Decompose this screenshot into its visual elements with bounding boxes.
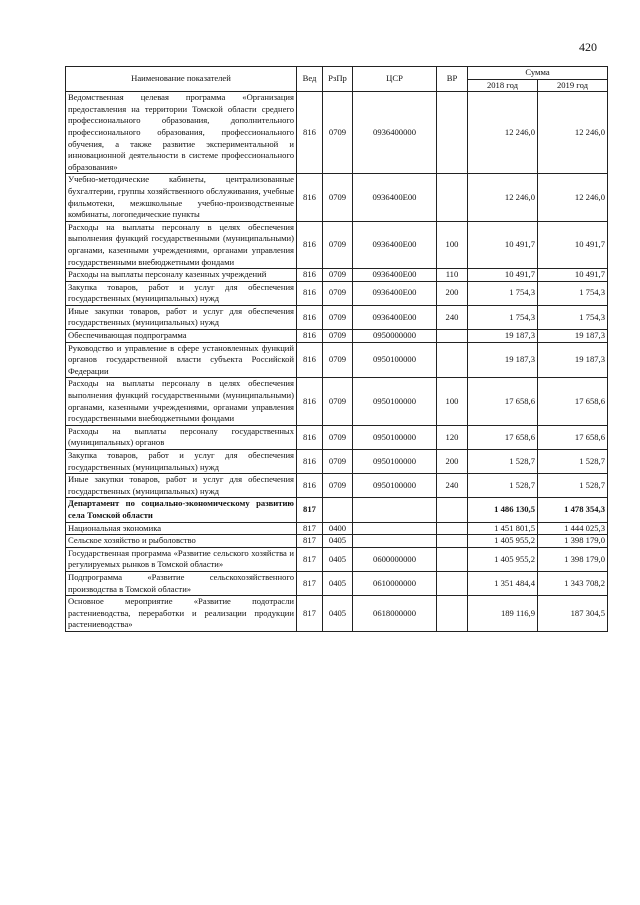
cell-csr: 0936400Е00 bbox=[353, 174, 437, 221]
cell-rzpr: 0400 bbox=[323, 522, 353, 535]
cell-vr bbox=[437, 174, 468, 221]
cell-y2019: 1 478 354,3 bbox=[538, 498, 608, 522]
cell-ved: 817 bbox=[297, 596, 323, 632]
cell-csr: 0936400000 bbox=[353, 92, 437, 174]
cell-csr: 0950000000 bbox=[353, 330, 437, 343]
cell-rzpr: 0709 bbox=[323, 174, 353, 221]
header-vr: ВР bbox=[437, 67, 468, 92]
cell-name: Иные закупки товаров, работ и услуг для обеспечения государственных (муниципальных) нужд bbox=[66, 474, 297, 498]
cell-ved: 817 bbox=[297, 522, 323, 535]
cell-ved: 817 bbox=[297, 571, 323, 595]
cell-vr bbox=[437, 596, 468, 632]
table-row bbox=[66, 596, 608, 632]
cell-y2019: 17 658,6 bbox=[538, 425, 608, 449]
cell-rzpr: 0709 bbox=[323, 281, 353, 305]
cell-ved: 816 bbox=[297, 474, 323, 498]
cell-name: Расходы на выплаты персоналу казенных учреждений bbox=[66, 269, 297, 282]
cell-y2018: 1 486 130,5 bbox=[468, 498, 538, 522]
cell-name: Государственная программа «Развитие сельского хозяйства и регулируемых рынков в Томской области» bbox=[66, 547, 297, 571]
cell-vr: 240 bbox=[437, 474, 468, 498]
table-row bbox=[66, 474, 608, 498]
cell-y2018: 1 754,3 bbox=[468, 281, 538, 305]
cell-vr: 120 bbox=[437, 425, 468, 449]
table-row bbox=[66, 378, 608, 425]
cell-ved: 816 bbox=[297, 450, 323, 474]
cell-vr bbox=[437, 498, 468, 522]
cell-name: Закупка товаров, работ и услуг для обеспечения государственных (муниципальных) нужд bbox=[66, 281, 297, 305]
cell-y2019: 17 658,6 bbox=[538, 378, 608, 425]
cell-y2018: 17 658,6 bbox=[468, 378, 538, 425]
header-2019: 2019 год bbox=[538, 79, 608, 92]
cell-ved: 816 bbox=[297, 305, 323, 329]
header-rzpr: РзПр bbox=[323, 67, 353, 92]
cell-y2019: 1 754,3 bbox=[538, 305, 608, 329]
cell-rzpr: 0709 bbox=[323, 474, 353, 498]
cell-rzpr: 0405 bbox=[323, 596, 353, 632]
cell-ved: 816 bbox=[297, 425, 323, 449]
cell-rzpr: 0709 bbox=[323, 269, 353, 282]
cell-vr: 100 bbox=[437, 378, 468, 425]
cell-rzpr: 0405 bbox=[323, 535, 353, 548]
cell-y2019: 19 187,3 bbox=[538, 342, 608, 378]
cell-ved: 816 bbox=[297, 342, 323, 378]
cell-vr bbox=[437, 342, 468, 378]
cell-y2019: 187 304,5 bbox=[538, 596, 608, 632]
table-header bbox=[66, 67, 608, 92]
table-row bbox=[66, 535, 608, 548]
table-row bbox=[66, 281, 608, 305]
cell-name: Подпрограмма «Развитие сельскохозяйственного производства в Томской области» bbox=[66, 571, 297, 595]
cell-ved: 816 bbox=[297, 330, 323, 343]
cell-vr: 240 bbox=[437, 305, 468, 329]
cell-rzpr: 0405 bbox=[323, 547, 353, 571]
cell-csr bbox=[353, 535, 437, 548]
cell-ved: 817 bbox=[297, 547, 323, 571]
cell-csr: 0936400Е00 bbox=[353, 269, 437, 282]
cell-rzpr: 0709 bbox=[323, 378, 353, 425]
table-row bbox=[66, 330, 608, 343]
cell-csr: 0950100000 bbox=[353, 474, 437, 498]
cell-y2019: 1 343 708,2 bbox=[538, 571, 608, 595]
cell-y2019: 19 187,3 bbox=[538, 330, 608, 343]
cell-vr bbox=[437, 330, 468, 343]
table-row bbox=[66, 342, 608, 378]
cell-y2018: 19 187,3 bbox=[468, 330, 538, 343]
cell-y2018: 10 491,7 bbox=[468, 221, 538, 268]
cell-rzpr: 0709 bbox=[323, 342, 353, 378]
cell-y2019: 12 246,0 bbox=[538, 92, 608, 174]
cell-csr: 0950100000 bbox=[353, 425, 437, 449]
cell-ved: 816 bbox=[297, 174, 323, 221]
cell-ved: 817 bbox=[297, 498, 323, 522]
cell-rzpr: 0709 bbox=[323, 450, 353, 474]
table-body bbox=[66, 92, 608, 632]
table-row bbox=[66, 522, 608, 535]
cell-name: Закупка товаров, работ и услуг для обеспечения государственных (муниципальных) нужд bbox=[66, 450, 297, 474]
cell-y2019: 1 444 025,3 bbox=[538, 522, 608, 535]
cell-csr bbox=[353, 498, 437, 522]
cell-csr: 0950100000 bbox=[353, 450, 437, 474]
table-row bbox=[66, 571, 608, 595]
cell-y2018: 1 528,7 bbox=[468, 450, 538, 474]
cell-name: Расходы на выплаты персоналу в целях обеспечения выполнения функций государственными (муниципальными) органами, казенными учреждениями, органами управления государственными внебюджетными фондами bbox=[66, 221, 297, 268]
cell-csr: 0936400Е00 bbox=[353, 281, 437, 305]
cell-csr bbox=[353, 522, 437, 535]
cell-ved: 816 bbox=[297, 281, 323, 305]
cell-ved: 816 bbox=[297, 269, 323, 282]
cell-rzpr: 0709 bbox=[323, 425, 353, 449]
header-ved: Вед bbox=[297, 67, 323, 92]
header-2018: 2018 год bbox=[468, 79, 538, 92]
cell-csr: 0950100000 bbox=[353, 378, 437, 425]
cell-csr: 0950100000 bbox=[353, 342, 437, 378]
cell-rzpr: 0709 bbox=[323, 330, 353, 343]
cell-vr bbox=[437, 522, 468, 535]
header-sum: Сумма bbox=[468, 67, 608, 80]
cell-vr bbox=[437, 571, 468, 595]
cell-vr: 200 bbox=[437, 281, 468, 305]
cell-y2018: 19 187,3 bbox=[468, 342, 538, 378]
cell-y2019: 12 246,0 bbox=[538, 174, 608, 221]
cell-y2019: 10 491,7 bbox=[538, 269, 608, 282]
cell-vr: 200 bbox=[437, 450, 468, 474]
table-row bbox=[66, 425, 608, 449]
cell-vr bbox=[437, 92, 468, 174]
cell-rzpr: 0709 bbox=[323, 92, 353, 174]
cell-y2018: 12 246,0 bbox=[468, 174, 538, 221]
cell-name: Обеспечивающая подпрограмма bbox=[66, 330, 297, 343]
cell-y2018: 17 658,6 bbox=[468, 425, 538, 449]
cell-name: Руководство и управление в сфере установленных функций органов государственной власти субъекта Российской Федерации bbox=[66, 342, 297, 378]
cell-name: Расходы на выплаты персоналу государственных (муниципальных) органов bbox=[66, 425, 297, 449]
cell-rzpr: 0405 bbox=[323, 571, 353, 595]
cell-ved: 817 bbox=[297, 535, 323, 548]
header-name: Наименование показателей bbox=[66, 67, 297, 92]
header-csr: ЦСР bbox=[353, 67, 437, 92]
cell-csr: 0618000000 bbox=[353, 596, 437, 632]
page-number: 420 bbox=[579, 40, 597, 54]
cell-y2018: 1 405 955,2 bbox=[468, 535, 538, 548]
cell-y2018: 1 351 484,4 bbox=[468, 571, 538, 595]
cell-name: Сельское хозяйство и рыболовство bbox=[66, 535, 297, 548]
table-row bbox=[66, 221, 608, 268]
cell-ved: 816 bbox=[297, 92, 323, 174]
table-row bbox=[66, 547, 608, 571]
cell-name: Иные закупки товаров, работ и услуг для обеспечения государственных (муниципальных) нужд bbox=[66, 305, 297, 329]
cell-y2018: 1 451 801,5 bbox=[468, 522, 538, 535]
table-row bbox=[66, 269, 608, 282]
cell-vr: 100 bbox=[437, 221, 468, 268]
cell-vr bbox=[437, 535, 468, 548]
table-row bbox=[66, 498, 608, 522]
cell-csr: 0600000000 bbox=[353, 547, 437, 571]
cell-name: Ведомственная целевая программа «Организация предоставления на территории Томской области среднего профессионального образования, дополнительного профессионального образования, профессионального обучения, а также развитие экспериментальной и инновационной деятельности в системе профессионального образования» bbox=[66, 92, 297, 174]
cell-rzpr bbox=[323, 498, 353, 522]
cell-csr: 0936400Е00 bbox=[353, 221, 437, 268]
cell-csr: 0610000000 bbox=[353, 571, 437, 595]
cell-y2018: 189 116,9 bbox=[468, 596, 538, 632]
cell-y2019: 1 398 179,0 bbox=[538, 535, 608, 548]
cell-ved: 816 bbox=[297, 221, 323, 268]
cell-y2018: 1 754,3 bbox=[468, 305, 538, 329]
cell-rzpr: 0709 bbox=[323, 221, 353, 268]
cell-y2018: 1 405 955,2 bbox=[468, 547, 538, 571]
cell-name: Расходы на выплаты персоналу в целях обеспечения выполнения функций государственными (муниципальными) органами, казенными учреждениями, органами управления государственными внебюджетными фондами bbox=[66, 378, 297, 425]
cell-name: Департамент по социально-экономическому развитию села Томской области bbox=[66, 498, 297, 522]
cell-name: Основное мероприятие «Развитие подотрасли растениеводства, переработки и реализации продукции растениеводства» bbox=[66, 596, 297, 632]
cell-csr: 0936400Е00 bbox=[353, 305, 437, 329]
cell-y2019: 1 398 179,0 bbox=[538, 547, 608, 571]
cell-rzpr: 0709 bbox=[323, 305, 353, 329]
cell-vr bbox=[437, 547, 468, 571]
table-row bbox=[66, 174, 608, 221]
cell-y2019: 1 754,3 bbox=[538, 281, 608, 305]
table-row bbox=[66, 92, 608, 174]
budget-table bbox=[65, 66, 608, 632]
cell-y2018: 1 528,7 bbox=[468, 474, 538, 498]
cell-name: Учебно-методические кабинеты, централизованные бухгалтерии, группы хозяйственного обслуживания, учебные фильмотеки, межшкольные учебно-производственные комбинаты, логопедические пункты bbox=[66, 174, 297, 221]
cell-y2018: 10 491,7 bbox=[468, 269, 538, 282]
cell-name: Национальная экономика bbox=[66, 522, 297, 535]
cell-vr: 110 bbox=[437, 269, 468, 282]
cell-y2019: 1 528,7 bbox=[538, 450, 608, 474]
cell-y2018: 12 246,0 bbox=[468, 92, 538, 174]
cell-y2019: 10 491,7 bbox=[538, 221, 608, 268]
cell-ved: 816 bbox=[297, 378, 323, 425]
table-row bbox=[66, 450, 608, 474]
table-row bbox=[66, 305, 608, 329]
cell-y2019: 1 528,7 bbox=[538, 474, 608, 498]
